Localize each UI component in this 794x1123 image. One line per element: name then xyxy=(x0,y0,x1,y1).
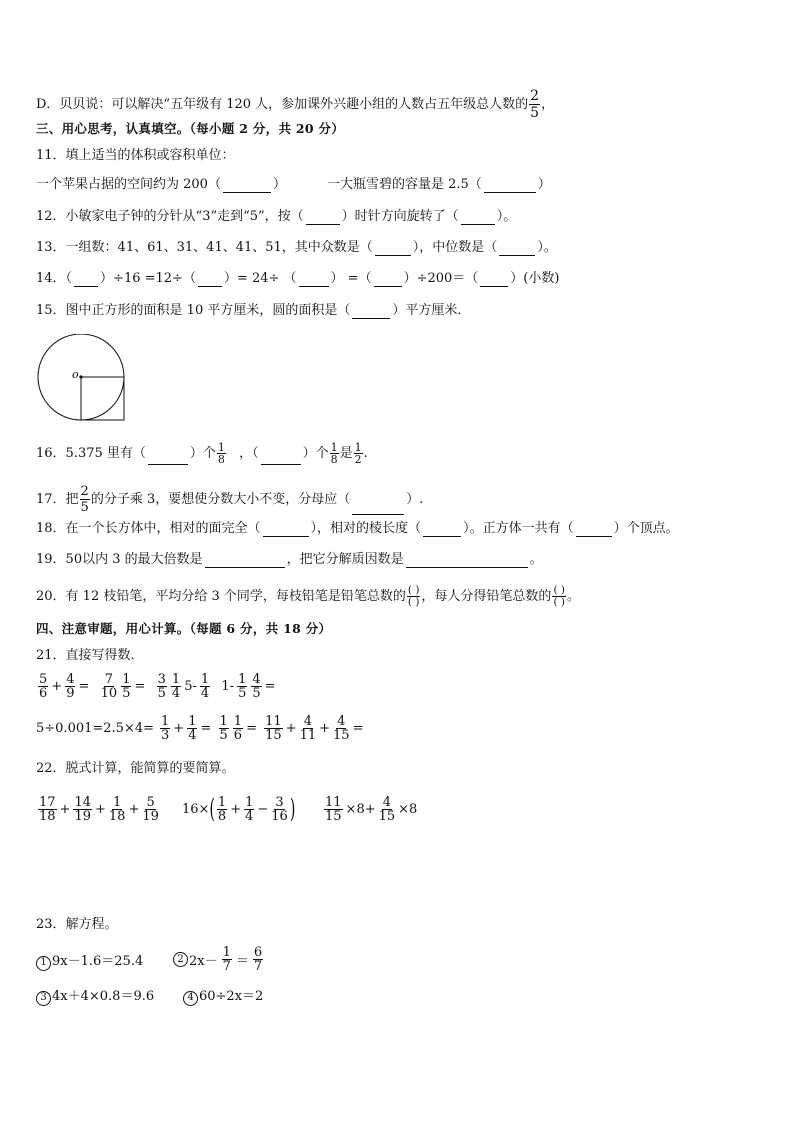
fraction xyxy=(121,673,131,700)
denominator: 3 xyxy=(161,728,170,743)
fraction xyxy=(101,673,118,700)
answer-blank[interactable] xyxy=(148,451,188,465)
fraction xyxy=(271,796,288,823)
denominator: 5 xyxy=(238,686,247,701)
math-operator: = xyxy=(200,721,216,736)
numerator: 1 xyxy=(122,672,131,687)
question-14: 14．（ ）÷16 =12÷（ ）= 24÷ （ ） =（ ）÷200＝（ ）(小数) xyxy=(36,271,560,286)
fraction xyxy=(219,715,229,742)
question-21: 21．直接写得数． xyxy=(36,648,144,663)
fraction xyxy=(65,673,75,700)
answer-blank[interactable] xyxy=(576,523,612,537)
circle-square-figure xyxy=(36,334,128,426)
question-12: 12．小敏家电子钟的分针从“3”走到“5”，按（ ）时针方向旋转了（ ）。 xyxy=(36,209,517,224)
number-circle: 1 xyxy=(36,956,51,971)
denominator: 4 xyxy=(200,686,210,701)
denominator: 15 xyxy=(325,809,342,824)
center-label: o xyxy=(72,368,79,381)
denominator: 4 xyxy=(245,809,254,824)
denominator: 15 xyxy=(378,809,396,824)
question-11: 11．填上适当的体积或容积单位： xyxy=(36,148,235,163)
numerator: 17 xyxy=(39,795,56,810)
numerator: 14 xyxy=(74,795,91,810)
denominator: 15 xyxy=(265,728,282,743)
denominator: 6 xyxy=(39,686,48,701)
fraction: $\frac{2}{5}$ xyxy=(530,88,540,121)
denominator: 8 xyxy=(217,809,227,824)
answer-blank[interactable] xyxy=(74,273,98,287)
math-operator: 5- xyxy=(184,679,197,694)
numerator: 1 xyxy=(188,714,197,729)
question-11b: 一大瓶雪碧的容量是 2.5（ ） xyxy=(327,177,551,192)
math-operator: + xyxy=(51,679,63,694)
section-3-heading: 三、用心思考，认真填空。（每小题 2 分，共 20 分） xyxy=(36,121,345,136)
question-23: 23．解方程。 xyxy=(36,917,118,932)
number-circle: 2 xyxy=(173,952,188,967)
fraction xyxy=(142,796,159,823)
denominator: 9 xyxy=(66,686,75,701)
numerator: 3 xyxy=(275,795,284,810)
numerator: 4 xyxy=(252,672,261,687)
numerator: 1 xyxy=(113,795,122,810)
fraction xyxy=(379,796,396,823)
answer-blank[interactable] xyxy=(406,554,528,568)
math-operator: = xyxy=(352,721,364,736)
answer-blank[interactable] xyxy=(423,523,461,537)
math-operator: + xyxy=(173,721,185,736)
question-11a: 一个苹果占据的空间约为 200（ ） xyxy=(36,177,286,192)
answer-blank[interactable] xyxy=(299,273,329,287)
question-20: 20．有 12 枝铅笔，平均分给 3 个同学，每枝铅笔是铅笔总数的 $\frac{( )}{( )}$ ，每人分得铅笔总数的 $\frac{( )}{( )}$ 。 xyxy=(36,584,580,608)
question-18: 18．在一个长方体中，相对的面完全（ ），相对的棱长度（ ）。正方体一共有（ ）个顶点。 xyxy=(36,521,679,536)
answer-blank[interactable] xyxy=(352,305,390,319)
q22-expr-2: 16× ( $\frac{1}{8}$ + $\frac{1}{4}$ − $\frac{3}{16}$ ) xyxy=(182,794,296,825)
math-operator: 1- xyxy=(213,679,235,694)
numerator: 1 xyxy=(238,672,247,687)
fraction xyxy=(233,715,243,742)
math-operator: = xyxy=(264,679,276,694)
question-19: 19．50以内 3 的最大倍数是 ，把它分解质因数是 。 xyxy=(36,552,543,567)
math-operator: ×8+ xyxy=(345,802,376,817)
fraction xyxy=(264,715,283,742)
fraction xyxy=(324,796,343,823)
question-13: 13．一组数：41、61、31、41、41、51，其中众数是（ ），中位数是（ ）。 xyxy=(36,240,557,255)
fraction xyxy=(200,673,210,700)
answer-blank[interactable] xyxy=(375,242,411,256)
question-16: 16．5.375 里有（ ）个 $\frac{1}{8}$ ，（ ）个 $\frac{1}{8}$ 是 $\frac{1}{2}$ . xyxy=(36,441,368,466)
answer-blank[interactable] xyxy=(484,179,536,193)
denominator: 15 xyxy=(333,728,350,743)
numerator: 11 xyxy=(265,714,282,729)
numerator: 4 xyxy=(382,795,392,810)
numerator: 11 xyxy=(325,795,342,810)
math-operator: + xyxy=(319,721,331,736)
denominator: 5 xyxy=(252,686,261,701)
q22-expr-3 xyxy=(322,796,418,823)
answer-blank[interactable] xyxy=(263,523,309,537)
answer-blank[interactable] xyxy=(352,501,404,515)
numerator: 1 xyxy=(161,714,170,729)
denominator: 19 xyxy=(74,809,91,824)
equation-4: 4 60÷2x＝2 xyxy=(183,989,263,1006)
fraction xyxy=(73,796,92,823)
square-shape xyxy=(81,377,124,420)
numerator: 1 xyxy=(217,795,227,810)
numerator: 4 xyxy=(303,714,312,729)
q22-expr-1 xyxy=(36,796,161,823)
answer-blank[interactable] xyxy=(223,179,271,193)
numerator: 3 xyxy=(157,672,166,687)
math-operator: + xyxy=(285,721,297,736)
denominator: 18 xyxy=(39,809,56,824)
numerator: 7 xyxy=(104,672,114,687)
answer-blank[interactable] xyxy=(205,554,285,568)
numerator: 4 xyxy=(66,672,75,687)
denominator: 16 xyxy=(271,809,288,824)
denominator: 5 xyxy=(219,728,228,743)
answer-blank[interactable] xyxy=(261,451,301,465)
numerator: 1 xyxy=(245,795,254,810)
answer-blank[interactable] xyxy=(306,211,340,225)
answer-blank[interactable] xyxy=(374,273,402,287)
math-operator: = xyxy=(246,721,262,736)
fraction xyxy=(244,796,254,823)
q21-row-2: 5÷0.001=2.5×4= $\frac{1}{3}$ + $\frac{1}{4}$ = $\frac{1}{5}$ $\frac{1}{6}$ = $\frac{11}{15}$ + $\frac{4}{11}$ + $\frac{4}{15}$ = xyxy=(36,714,364,743)
question-15: 15．图中正方形的面积是 10 平方厘米，圆的面积是（ ）平方厘米． xyxy=(36,303,471,318)
denominator: 6 xyxy=(233,728,243,743)
left-paren: ( xyxy=(209,794,215,825)
fraction xyxy=(251,673,261,700)
fraction xyxy=(187,715,197,742)
fraction xyxy=(300,715,317,742)
center-point xyxy=(79,375,82,378)
number-circle: 3 xyxy=(36,991,51,1006)
numerator: 1 xyxy=(233,714,243,729)
fraction xyxy=(160,715,170,742)
denominator: 4 xyxy=(171,686,181,701)
answer-blank[interactable] xyxy=(480,273,508,287)
number-circle: 4 xyxy=(183,991,198,1006)
answer-blank[interactable] xyxy=(461,211,495,225)
math-operator: = xyxy=(134,679,154,694)
numerator: 4 xyxy=(337,714,346,729)
question-22: 22．脱式计算，能简算的要简算。 xyxy=(36,761,235,776)
denominator: 5 xyxy=(122,686,131,701)
denominator: 18 xyxy=(108,809,126,824)
question-17: 17．把 $\frac{2}{5}$ 的分子乘 3，要想使分数大小不变，分母应（ ）. xyxy=(36,484,424,515)
math-operator: + xyxy=(230,802,242,817)
math-operator: − xyxy=(257,802,269,817)
equation-3: 3 4x＋4×0.8＝9.6 xyxy=(36,989,154,1006)
denominator: 19 xyxy=(142,809,159,824)
fraction xyxy=(217,796,227,823)
math-operator: + xyxy=(59,802,71,817)
q21-row-1 xyxy=(36,673,277,700)
fraction xyxy=(171,673,181,700)
numerator: 1 xyxy=(171,672,181,687)
math-operator: = xyxy=(78,679,98,694)
equation-2: 2 2x－ $\frac{1}{7}$ ＝ $\frac{6}{7}$ xyxy=(173,946,267,973)
fraction xyxy=(333,715,350,742)
right-paren: ) xyxy=(289,794,296,825)
denominator: 11 xyxy=(299,728,317,743)
fraction xyxy=(109,796,126,823)
answer-blank[interactable] xyxy=(499,242,535,256)
numerator: 1 xyxy=(200,672,210,687)
answer-blank[interactable] xyxy=(198,273,222,287)
numerator: 5 xyxy=(39,672,48,687)
math-operator: + xyxy=(95,802,106,817)
equation-1: 1 9x－1.6＝25.4 xyxy=(36,954,143,971)
numerator: 1 xyxy=(219,714,228,729)
denominator: 4 xyxy=(188,728,197,743)
math-operator: + xyxy=(128,802,140,817)
fraction xyxy=(157,673,167,700)
section-4-heading: 四、注意审题，用心计算。（每题 6 分，共 18 分） xyxy=(36,621,332,636)
fraction xyxy=(38,673,48,700)
fraction xyxy=(237,673,247,700)
numerator: 5 xyxy=(146,795,155,810)
fraction xyxy=(38,796,57,823)
denominator: 5 xyxy=(157,686,166,701)
denominator: 10 xyxy=(100,686,118,701)
option-d: D．贝贝说：可以解决“五年级有 120 人，参加课外兴趣小组的人数占五年级总人数的 $\frac{2}{5}$ ， xyxy=(36,88,555,121)
math-operator: ×8 xyxy=(398,802,418,817)
